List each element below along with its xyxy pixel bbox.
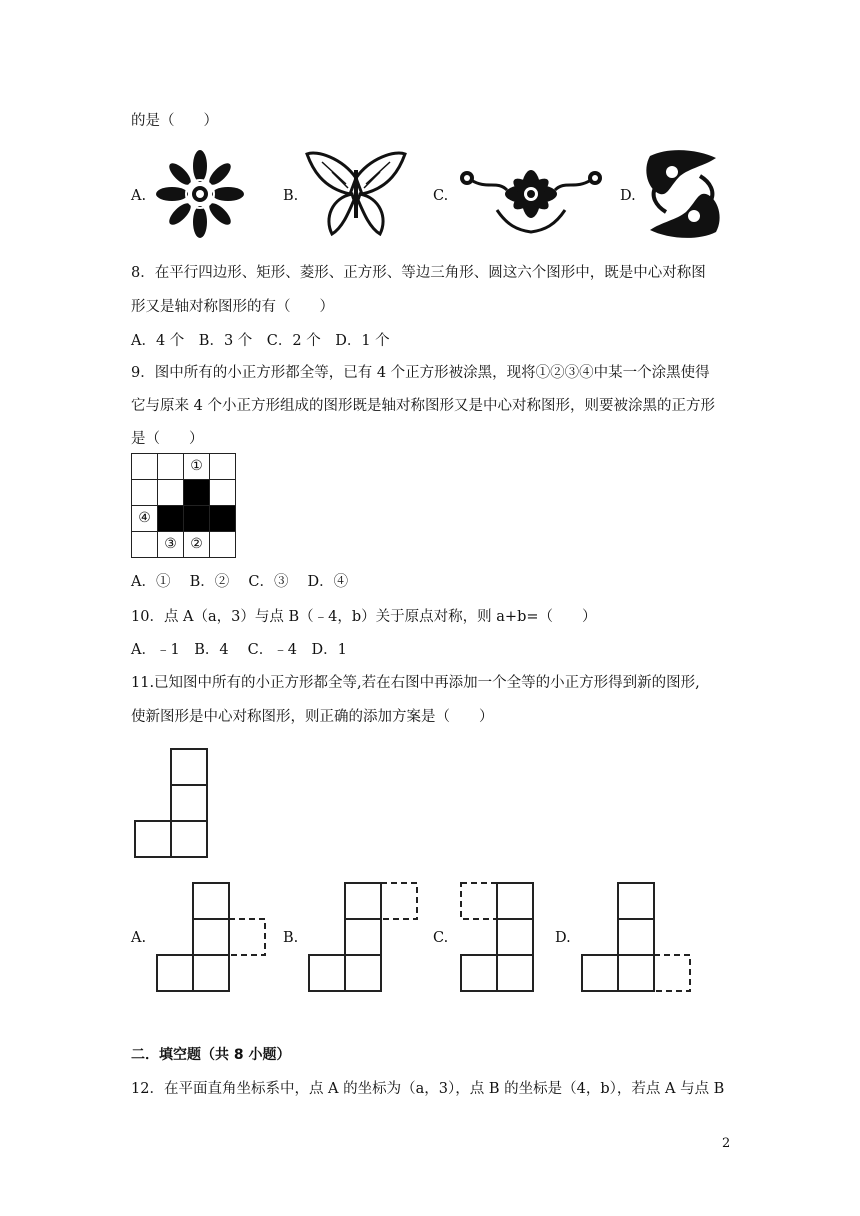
q7-tail: 的是（ ） bbox=[131, 113, 218, 129]
q11-option-c-label: C. bbox=[433, 930, 449, 946]
grid-cell bbox=[158, 480, 184, 506]
q11-option-b-figure bbox=[307, 882, 425, 994]
butterfly-icon bbox=[302, 148, 410, 240]
q9-line3: 是（ ） bbox=[131, 431, 204, 447]
floral-ornament-icon bbox=[457, 150, 605, 238]
q10-options: A．﹣1 B．4 C．﹣4 D．1 bbox=[131, 642, 347, 658]
q11-option-d-figure bbox=[580, 882, 698, 994]
grid-cell bbox=[210, 532, 236, 558]
q7-option-d-label: D. bbox=[620, 188, 636, 204]
section-title: 二．填空题（共 8 小题） bbox=[131, 1047, 291, 1063]
q8-line1: 8．在平行四边形、矩形、菱形、正方形、等边三角形、圆这六个图形中，既是中心对称图 bbox=[131, 265, 706, 281]
q12-line1: 12．在平面直角坐标系中，点 A 的坐标为（a，3），点 B 的坐标是（4，b），若点 A 与点 B bbox=[131, 1081, 725, 1097]
grid-mark-3: ③ bbox=[158, 532, 184, 558]
grid-mark-4: ④ bbox=[132, 506, 158, 532]
grid-mark-2: ② bbox=[184, 532, 210, 558]
grid-mark-1: ① bbox=[184, 454, 210, 480]
q7-option-b-label: B. bbox=[283, 188, 299, 204]
grid-cell bbox=[132, 480, 158, 506]
swirl-ornament-icon bbox=[640, 146, 726, 242]
page-number: 2 bbox=[722, 1136, 731, 1151]
q11-option-c-figure bbox=[459, 882, 539, 994]
grid-cell-shaded bbox=[210, 506, 236, 532]
q9-line1: 9．图中所有的小正方形都全等，已有 4 个正方形被涂黑，现将①②③④中某一个涂黑使得 bbox=[131, 365, 710, 381]
q9-grid bbox=[131, 453, 236, 558]
q11-option-a-figure bbox=[155, 882, 273, 994]
grid-cell-shaded bbox=[158, 506, 184, 532]
grid-cell-shaded bbox=[184, 480, 210, 506]
q11-option-b-label: B. bbox=[283, 930, 299, 946]
grid-cell bbox=[132, 532, 158, 558]
q10-line1: 10．点 A（a，3）与点 B（﹣4，b）关于原点对称，则 a+b=（ ） bbox=[131, 609, 597, 625]
grid-cell bbox=[132, 454, 158, 480]
q7-option-a-label: A. bbox=[131, 188, 147, 204]
grid-cell bbox=[210, 480, 236, 506]
q11-line1: 11.已知图中所有的小正方形都全等,若在右图中再添加一个全等的小正方形得到新的图形, bbox=[131, 675, 700, 691]
q7-option-c-label: C. bbox=[433, 188, 449, 204]
q8-line2: 形又是轴对称图形的有（ ） bbox=[131, 299, 334, 315]
flower-icon bbox=[150, 148, 250, 240]
q8-options: A．4 个 B．3 个 C．2 个 D．1 个 bbox=[131, 333, 390, 349]
q11-option-a-label: A. bbox=[131, 930, 147, 946]
q11-option-d-label: D. bbox=[555, 930, 571, 946]
q9-line2: 它与原来 4 个小正方形组成的图形既是轴对称图形又是中心对称图形，则要被涂黑的正方形 bbox=[131, 398, 715, 414]
q11-line2: 使新图形是中心对称图形，则正确的添加方案是（ ） bbox=[131, 709, 494, 725]
q9-options: A．① B．② C．③ D．④ bbox=[131, 574, 349, 590]
grid-cell bbox=[158, 454, 184, 480]
grid-cell-shaded bbox=[184, 506, 210, 532]
grid-cell bbox=[210, 454, 236, 480]
q11-base-figure bbox=[133, 748, 209, 860]
